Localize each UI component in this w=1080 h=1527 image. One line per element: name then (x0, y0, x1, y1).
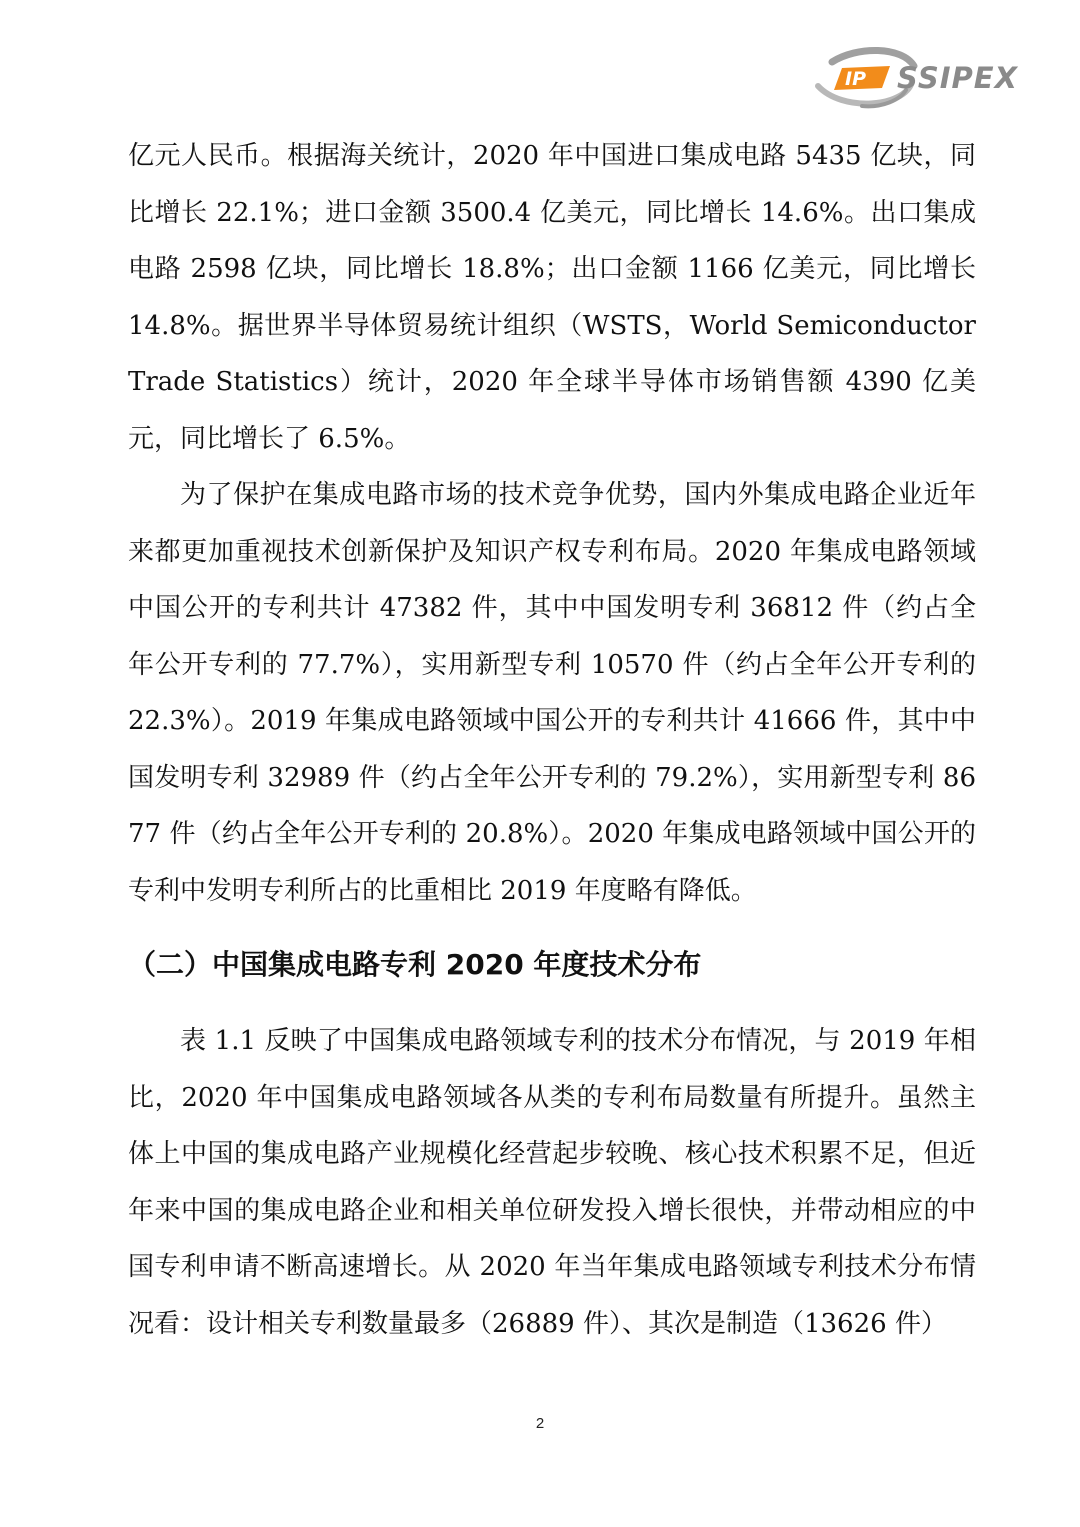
paragraph-customs-statistics: 亿元人民币。根据海关统计，2020 年中国进口集成电路 5435 亿块，同比增长 22.1%；进口金额 3500.4 亿美元，同比增长 14.6%。出口集成电路 2598 亿块，同比增长 18.8%；出口金额 1166 亿美元，同比增长 14.8%。据世界半导体贸易统计组织（WSTS，World Semiconductor Trade Statistics）统计，2020 年全球半导体市场销售额 4390 亿美元，同比增长了 6.5%。 (128, 141, 976, 454)
ssipex-logo (812, 42, 1018, 112)
page-number: 2 (535, 1415, 545, 1432)
logo-badge-text: IP (845, 68, 866, 90)
document-body (128, 128, 976, 1352)
paragraph-patent-overview: 为了保护在集成电路市场的技术竞争优势，国内外集成电路企业近年来都更加重视技术创新保护及知识产权专利布局。2020 年集成电路领域中国公开的专利共计 47382 件，其中中国发明专利 36812 件（约占全年公开专利的 77.7%），实用新型专利 10570 件（约占全年公开专利的 22.3%）。2019 年集成电路领域中国公开的专利共计 41666 件，其中中国发明专利 32989 件（约占全年公开专利的 79.2%），实用新型专利 8677 件（约占全年公开专利的 20.8%）。2020 年集成电路领域中国公开的专利中发明专利所占的比重相比 2019 年度略有降低。 (128, 480, 976, 906)
paragraph-tech-distribution: 表 1.1 反映了中国集成电路领域专利的技术分布情况，与 2019 年相比，2020 年中国集成电路领域各从类的专利布局数量有所提升。虽然主体上中国的集成电路产业规模化经营起步较晚、核心技术积累不足，但近年来中国的集成电路企业和相关单位研发投入增长很快，并带动相应的中国专利申请不断高速增长。从 2020 年当年集成电路领域专利技术分布情况看：设计相关专利数量最多（26889 件）、其次是制造（13626 件） (128, 1026, 976, 1339)
section-heading: （二）中国集成电路专利 2020 年度技术分布 (128, 948, 702, 981)
logo-text: SSIPEX (897, 61, 1018, 95)
